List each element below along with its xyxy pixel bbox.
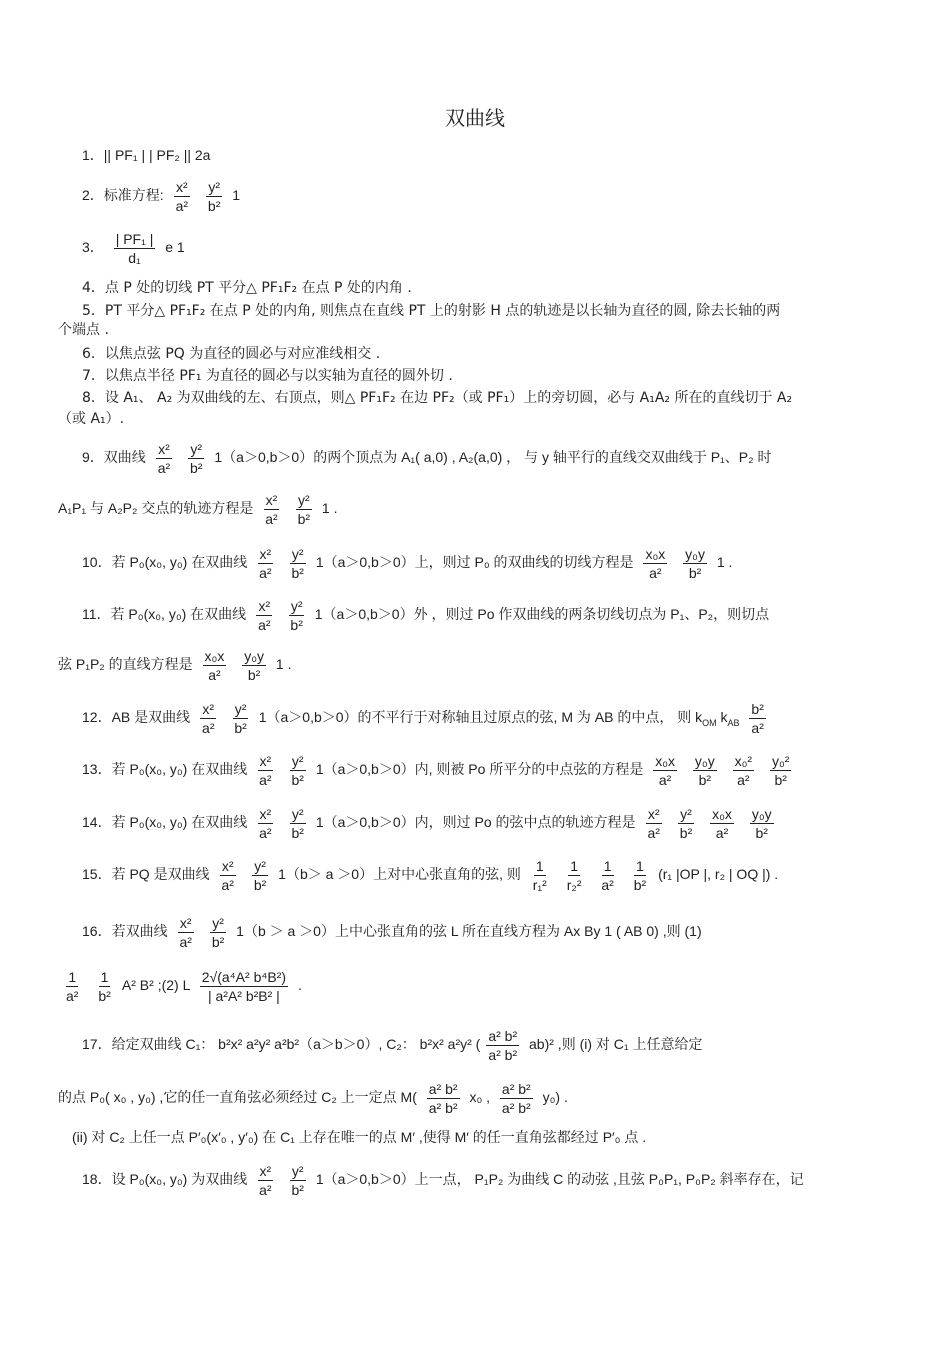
fraction: $\frac{\text{| PF₁ |}}{\text{d₁}}$	[115, 231, 154, 266]
item-16-cont: $\frac{1}{\text{a²}}$ $\frac{1}{\text{b²}}$ A² B² ;(2) L $\frac{\text{2√(a⁴A² b⁴B²)}}{\text{| a²A² b²B² |}}$ .	[66, 969, 302, 1004]
fraction: $\frac{1}{\text{r₁²}}$	[532, 858, 547, 893]
item-9-cont: A₁P₁ 与 A₂P₂ 交点的轨迹方程是 $\frac{\text{x²}}{\text{a²}}$ $\frac{\text{y²}}{\text{b²}}$ 1 .	[58, 492, 338, 527]
fraction: $\frac{\text{x²}}{\text{a²}}$	[258, 598, 271, 633]
fraction: $\frac{\text{x²}}{\text{a²}}$	[179, 915, 192, 950]
fraction: $\frac{1}{\text{r₂²}}$	[566, 858, 582, 893]
fraction: $\frac{\text{a² b²}}{\text{a² b²}}$	[488, 1028, 518, 1063]
item-9: 9．双曲线 $\frac{\text{x²}}{\text{a²}}$ $\frac{\text{y²}}{\text{b²}}$ 1（a＞0,b＞0）的两个顶点为 A₁( a,0) , A₂(a,0) ， 与 y 轴平行的直线交双曲线于 P₁、P₂ 时	[82, 441, 772, 476]
fraction: $\frac{\text{y₀²}}{\text{b²}}$	[772, 753, 790, 788]
fraction: $\frac{\text{x₀x}}{\text{a²}}$	[645, 546, 666, 581]
fraction: $\frac{\text{x²}}{\text{a²}}$	[202, 701, 215, 736]
fraction: $\frac{\text{x₀x}}{\text{a²}}$	[204, 648, 225, 683]
fraction: $\frac{\text{y₀y}}{\text{b²}}$	[751, 806, 772, 841]
fraction: $\frac{\text{y²}}{\text{b²}}$	[297, 492, 311, 527]
fraction: $\frac{\text{x₀x}}{\text{a²}}$	[712, 806, 732, 841]
fraction: $\frac{\text{y²}}{\text{b²}}$	[291, 546, 304, 581]
item-18: 18．设 P₀(x₀, y₀) 为双曲线 $\frac{\text{x²}}{\text{a²}}$ $\frac{\text{y²}}{\text{b²}}$ 1（a＞0,b＞0）上一点， P₁P₂ 为曲线 C 的动弦 ,且弦 P₀P₁, P₀P₂ 斜率存在，记	[82, 1163, 804, 1198]
item-15: 15．若 PQ 是双曲线 $\frac{\text{x²}}{\text{a²}}$ $\frac{\text{y²}}{\text{b²}}$ 1（b＞ a ＞0）上对中心张直角的弦, 则 $\frac{1}{\text{r₁²}}$ $\frac{1}{\text{r₂²}}$ $\frac{1}{\text{a²}}$ $\frac{1}{\text{b²}}$ (r₁ |OP |, r₂ | OQ |) .	[82, 858, 779, 893]
fraction: $\frac{1}{\text{a²}}$	[601, 858, 614, 893]
fraction: $\frac{\text{x₀x}}{\text{a²}}$	[655, 753, 676, 788]
item-17-cont: 的点 P₀( x₀ , y₀) ,它的任一直角弦必须经过 C₂ 上一定点 M( $\frac{\text{a² b²}}{\text{a² b²}}$ x₀ , $\frac{\text{a² b²}}{\text{a² b²}}$ y₀) .	[58, 1081, 568, 1116]
fraction: $\frac{\text{a² b²}}{\text{a² b²}}$	[501, 1081, 531, 1116]
item-3: 3． $\frac{\text{| PF₁ |}}{\text{d₁}}$ e 1	[82, 231, 185, 266]
item-5-cont: 个端点 .	[58, 322, 109, 338]
item-10: 10．若 P₀(x₀, y₀) 在双曲线 $\frac{\text{x²}}{\text{a²}}$ $\frac{\text{y²}}{\text{b²}}$ 1（a＞0,b＞0）上，则过 P₀ 的双曲线的切线方程是 $\frac{\text{x₀x}}{\text{a²}}$ $\frac{\text{y₀y}}{\text{b²}}$ 1 .	[82, 546, 733, 581]
fraction: $\frac{\text{y₀y}}{\text{b²}}$	[694, 753, 715, 788]
fraction: $\frac{\text{x²}}{\text{a²}}$	[259, 806, 272, 841]
fraction: $\frac{\text{b²}}{\text{a²}}$	[751, 701, 764, 736]
item-14: 14．若 P₀(x₀, y₀) 在双曲线 $\frac{\text{x²}}{\text{a²}}$ $\frac{\text{y²}}{\text{b²}}$ 1（a＞0,b＞0）内，则过 Po 的弦中点的轨迹方程是 $\frac{\text{x²}}{\text{a²}}$ $\frac{\text{y²}}{\text{b²}}$ $\frac{\text{x₀x}}{\text{a²}}$ $\frac{\text{y₀y}}{\text{b²}}$	[82, 806, 772, 841]
item-4: 4．点 P 处的切线 PT 平分△ PF₁F₂ 在点 P 处的内角 .	[82, 280, 412, 296]
fraction: $\frac{1}{\text{b²}}$	[633, 858, 647, 893]
item-2: 2．标准方程: $\frac{\text{x²}}{\text{a²}}$ $\frac{\text{y²}}{\text{b²}}$ 1	[82, 179, 241, 214]
item-16: 16．若双曲线 $\frac{\text{x²}}{\text{a²}}$ $\frac{\text{y²}}{\text{b²}}$ 1（b ＞ a ＞0）上中心张直角的弦 L 所在直线方程为 Ax By 1 ( AB 0) ,则 (1)	[82, 915, 702, 950]
fraction: $\frac{\text{x₀²}}{\text{a²}}$	[734, 753, 753, 788]
item-12: 12．AB 是双曲线 $\frac{\text{x²}}{\text{a²}}$ $\frac{\text{y²}}{\text{b²}}$ 1（a＞0,b＞0）的不平行于对称轴且过原点的弦, M 为 AB 的中点， 则 $k_{OM}$ $k_{AB}$ $\frac{\text{b²}}{\text{a²}}$	[82, 701, 764, 736]
fraction: $\frac{\text{x²}}{\text{a²}}$	[157, 441, 171, 476]
fraction: $\frac{\text{y²}}{\text{b²}}$	[679, 806, 693, 841]
item-5: 5．PT 平分△ PF₁F₂ 在点 P 处的内角, 则焦点在直线 PT 上的射影 H 点的轨迹是以长轴为直径的圆, 除去长轴的两	[82, 303, 781, 319]
fraction: $\frac{\text{x²}}{\text{a²}}$	[647, 806, 660, 841]
item-1: 1．|| PF₁ | | PF₂ || 2a	[82, 147, 211, 163]
fraction: $\frac{\text{y²}}{\text{b²}}$	[211, 915, 225, 950]
item-8: 8．设 A₁、 A₂ 为双曲线的左、右顶点，则△ PF₁F₂ 在边 PF₂（或 PF₁）上的旁切圆，必与 A₁A₂ 所在的直线切于 A₂	[82, 390, 793, 406]
fraction: $\frac{\text{y²}}{\text{b²}}$	[291, 1163, 304, 1198]
fraction: $\frac{\text{x²}}{\text{a²}}$	[259, 1163, 272, 1198]
fraction: $\frac{1}{\text{a²}}$	[66, 969, 79, 1004]
fraction: $\frac{\text{y₀y}}{\text{b²}}$	[685, 546, 705, 581]
item-11: 11．若 P₀(x₀, y₀) 在双曲线 $\frac{\text{x²}}{\text{a²}}$ $\frac{\text{y²}}{\text{b²}}$ 1（a＞0,b＞0）外 ，则过 Po 作双曲线的两条切线切点为 P₁、P₂，则切点	[82, 598, 770, 633]
item-11-cont: 弦 P₁P₂ 的直线方程是 $\frac{\text{x₀x}}{\text{a²}}$ $\frac{\text{y₀y}}{\text{b²}}$ 1 .	[58, 648, 292, 683]
fraction: $\frac{\text{y²}}{\text{b²}}$	[253, 858, 267, 893]
page-title: 双曲线	[445, 106, 505, 130]
item-17: 17．给定双曲线 C₁： b²x² a²y² a²b²（a＞b＞0）, C₂： b²x² a²y² ( $\frac{\text{a² b²}}{\text{a² b²}}$ ab)² ,则 (i) 对 C₁ 上任意给定	[82, 1028, 703, 1063]
fraction: $\frac{\text{y²}}{\text{b²}}$	[207, 179, 221, 214]
item-8-cont: （或 A₁）.	[58, 411, 125, 427]
fraction: $\frac{\text{x²}}{\text{a²}}$	[221, 858, 234, 893]
fraction: $\frac{\text{y²}}{\text{b²}}$	[234, 701, 247, 736]
fraction: $\frac{\text{x²}}{\text{a²}}$	[175, 179, 189, 214]
fraction: $\frac{\text{y²}}{\text{b²}}$	[190, 441, 203, 476]
fraction: $\frac{\text{y²}}{\text{b²}}$	[290, 598, 303, 633]
fraction: $\frac{1}{\text{b²}}$	[98, 969, 111, 1004]
item-7: 7．以焦点半径 PF₁ 为直径的圆必与以实轴为直径的圆外切 .	[82, 368, 453, 384]
item-17-ii: (ii) 对 C₂ 上任一点 P′₀(x′₀ , y′₀) 在 C₁ 上存在唯一的点 M′ ,使得 M′ 的任一直角弦都经过 P′₀ 点 .	[72, 1129, 647, 1145]
fraction: $\frac{\text{2√(a⁴A² b⁴B²)}}{\text{| a²A² b²B² |}}$	[201, 969, 287, 1004]
fraction: $\frac{\text{x²}}{\text{a²}}$	[259, 753, 272, 788]
fraction: $\frac{\text{y₀y}}{\text{b²}}$	[244, 648, 265, 683]
fraction: $\frac{\text{y²}}{\text{b²}}$	[291, 806, 304, 841]
item-6: 6．以焦点弦 PQ 为直径的圆必与对应准线相交 .	[82, 346, 381, 362]
fraction: $\frac{\text{x²}}{\text{a²}}$	[265, 492, 278, 527]
item-13: 13．若 P₀(x₀, y₀) 在双曲线 $\frac{\text{x²}}{\text{a²}}$ $\frac{\text{y²}}{\text{b²}}$ 1（a＞0,b＞0）内, 则被 Po 所平分的中点弦的方程是 $\frac{\text{x₀x}}{\text{a²}}$ $\frac{\text{y₀y}}{\text{b²}}$ $\frac{\text{x₀²}}{\text{a²}}$ $\frac{\text{y₀²}}{\text{b²}}$	[82, 753, 790, 788]
fraction: $\frac{\text{x²}}{\text{a²}}$	[259, 546, 272, 581]
fraction: $\frac{\text{a² b²}}{\text{a² b²}}$	[428, 1081, 458, 1116]
fraction: $\frac{\text{y²}}{\text{b²}}$	[291, 753, 304, 788]
